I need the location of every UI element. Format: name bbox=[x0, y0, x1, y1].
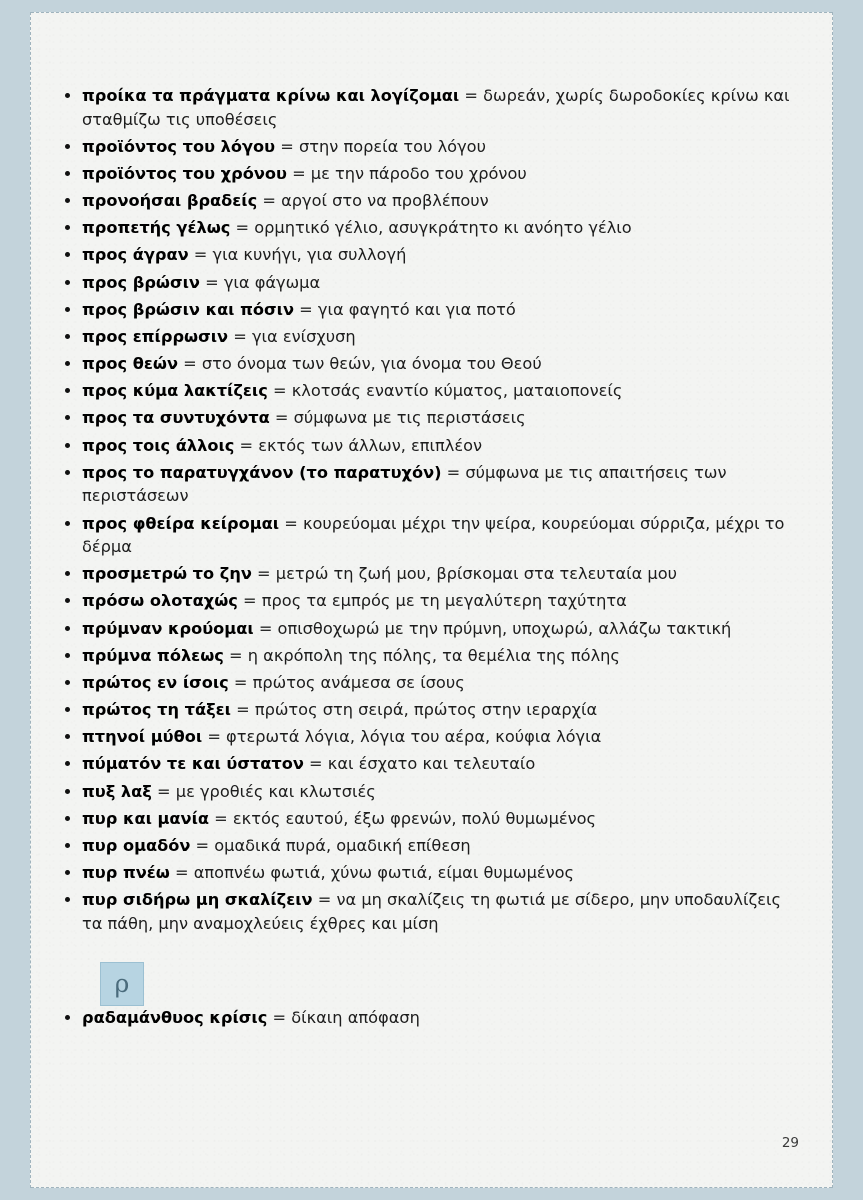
list-item bbox=[60, 780, 800, 804]
entry-term: προπετής γέλως bbox=[82, 218, 231, 238]
entry-separator: = bbox=[258, 618, 273, 638]
entry-term: πυξ λαξ bbox=[82, 781, 152, 801]
entry-term: πυρ σιδήρω μη σκαλίζειν bbox=[82, 890, 313, 910]
entry-separator: = bbox=[235, 218, 250, 238]
entry-term: προϊόντος του χρόνου bbox=[82, 163, 287, 183]
entry-gloss: για κυνήγι, για συλλογή bbox=[212, 245, 407, 265]
entry-term: προς βρώσιν και πόσιν bbox=[82, 299, 294, 319]
list-item bbox=[60, 725, 800, 749]
list-item bbox=[60, 243, 800, 267]
entry-separator: = bbox=[239, 435, 254, 455]
entry-gloss: για ενίσχυση bbox=[251, 326, 356, 346]
list-item bbox=[60, 461, 800, 508]
list-item bbox=[60, 298, 800, 322]
list-item bbox=[60, 271, 800, 295]
document-page bbox=[30, 12, 833, 1188]
list-item bbox=[60, 216, 800, 240]
entry-gloss: μετρώ τη ζωή μου, βρίσκομαι στα τελευταία μου bbox=[275, 564, 677, 584]
entry-gloss: με γροθιές και κλωτσιές bbox=[175, 781, 376, 801]
entry-term: προϊόντος του λόγου bbox=[82, 136, 276, 156]
entry-gloss: δωρεάν, χωρίς δωροδοκίες κρίνω και σταθμίζω τις υποθέσεις bbox=[82, 86, 790, 129]
entry-separator: = bbox=[292, 163, 306, 183]
list-item bbox=[60, 434, 800, 458]
entry-gloss: στην πορεία του λόγου bbox=[299, 136, 486, 156]
entry-gloss: εκτός των άλλων, επιπλέον bbox=[258, 435, 483, 455]
letter-box: ρ bbox=[100, 962, 144, 1006]
entry-term: προς κύμα λακτίζεις bbox=[82, 381, 268, 401]
entry-separator: = bbox=[446, 462, 461, 482]
list-item bbox=[60, 352, 800, 376]
entry-gloss: αργοί στο να προβλέπουν bbox=[281, 191, 489, 211]
list-item bbox=[60, 807, 800, 831]
entry-term: πρόσω ολοταχώς bbox=[82, 591, 238, 611]
entry-separator: = bbox=[157, 781, 171, 801]
entry-gloss: πρώτος στη σειρά, πρώτος στην ιεραρχία bbox=[254, 700, 598, 720]
list-item bbox=[60, 861, 800, 885]
entry-term: πυρ ομαδόν bbox=[82, 835, 191, 855]
entry-term: ραδαμάνθυος κρίσις bbox=[82, 1007, 268, 1027]
glossary-entry-list bbox=[60, 84, 800, 936]
entry-separator: = bbox=[299, 299, 313, 319]
entry-gloss: να μη σκαλίζεις τη φωτιά με σίδερο, μην υποδαυλίζεις τα πάθη, μην αναμοχλεύεις έχθρες και μίση bbox=[82, 890, 782, 933]
page-number: 29 bbox=[781, 1135, 799, 1151]
entry-separator: = bbox=[309, 754, 323, 774]
entry-term: πυρ και μανία bbox=[82, 808, 210, 828]
list-item bbox=[60, 698, 800, 722]
entry-term: πρώτος εν ίσοις bbox=[82, 672, 229, 692]
entry-separator: = bbox=[272, 1007, 287, 1027]
entry-separator: = bbox=[317, 890, 332, 910]
entry-separator: = bbox=[274, 408, 289, 428]
entry-gloss: αποπνέω φωτιά, χύνω φωτιά, είμαι θυμωμένος bbox=[193, 863, 575, 883]
list-item bbox=[60, 379, 800, 403]
list-item bbox=[60, 888, 800, 935]
entry-term: πρύμναν κρούομαι bbox=[82, 618, 254, 638]
entry-gloss: ομαδικά πυρά, ομαδική επίθεση bbox=[214, 835, 471, 855]
entry-separator: = bbox=[236, 700, 250, 720]
list-item bbox=[60, 644, 800, 668]
list-item bbox=[60, 325, 800, 349]
entry-gloss: φτερωτά λόγια, λόγια του αέρα, κούφια λόγια bbox=[226, 727, 602, 747]
entry-separator: = bbox=[207, 727, 221, 747]
entry-term: πύματόν τε και ύστατον bbox=[82, 754, 304, 774]
entry-separator: = bbox=[205, 272, 219, 292]
entry-gloss: στο όνομα των θεών, για όνομα του Θεού bbox=[201, 354, 542, 374]
entry-separator: = bbox=[183, 354, 197, 374]
entry-gloss: κλοτσάς εναντίο κύματος, ματαιοπονείς bbox=[291, 381, 623, 401]
entry-separator: = bbox=[272, 381, 287, 401]
entry-term: προς το παρατυγχάνον (το παρατυχόν) bbox=[82, 462, 442, 482]
entry-separator: = bbox=[229, 645, 243, 665]
entry-gloss: προς τα εμπρός με τη μεγαλύτερη ταχύτητα bbox=[261, 591, 627, 611]
entry-term: προς τα συντυχόντα bbox=[82, 408, 270, 428]
entry-separator: = bbox=[243, 591, 257, 611]
entry-gloss: οπισθοχωρώ με την πρύμνη, υποχωρώ, αλλάζω τακτική bbox=[277, 618, 732, 638]
list-item bbox=[60, 562, 800, 586]
page-bottom-divider bbox=[31, 1187, 832, 1188]
entry-term: προίκα τα πράγματα κρίνω και λογίζομαι bbox=[82, 86, 460, 105]
entry-separator: = bbox=[280, 136, 294, 156]
entry-gloss: ορμητικό γέλιο, ασυγκράτητο κι ανόητο γέλιο bbox=[254, 218, 632, 238]
list-item bbox=[60, 162, 800, 186]
entry-term: προς τοις άλλοις bbox=[82, 435, 235, 455]
entry-separator: = bbox=[464, 86, 478, 105]
entry-gloss: η ακρόπολη της πόλης, τα θεμέλια της πόλης bbox=[247, 645, 620, 665]
list-item bbox=[60, 617, 800, 641]
list-item bbox=[60, 834, 800, 858]
entry-term: προς φθείρα κείρομαι bbox=[82, 513, 280, 533]
entry-term: πρύμνα πόλεως bbox=[82, 645, 224, 665]
entry-gloss: εκτός εαυτού, έξω φρενών, πολύ θυμωμένος bbox=[232, 808, 597, 828]
entry-gloss: σύμφωνα με τις περιστάσεις bbox=[293, 408, 526, 428]
glossary-entry-list-rho bbox=[60, 1006, 800, 1030]
entry-term: προνοήσαι βραδείς bbox=[82, 191, 258, 211]
list-item bbox=[60, 1006, 800, 1030]
entry-separator: = bbox=[214, 808, 228, 828]
page-top-divider bbox=[31, 12, 832, 13]
entry-term: προς άγραν bbox=[82, 245, 189, 265]
list-item bbox=[60, 135, 800, 159]
entry-term: πυρ πνέω bbox=[82, 863, 170, 883]
list-item bbox=[60, 189, 800, 213]
list-item bbox=[60, 752, 800, 776]
entry-separator: = bbox=[195, 835, 210, 855]
entry-separator: = bbox=[257, 564, 271, 584]
entry-gloss: για φάγωμα bbox=[223, 272, 321, 292]
list-item bbox=[60, 406, 800, 430]
entry-gloss: και έσχατο και τελευταίο bbox=[327, 754, 536, 774]
entry-separator: = bbox=[284, 513, 298, 533]
entry-separator: = bbox=[262, 191, 276, 211]
entry-gloss: δίκαιη απόφαση bbox=[291, 1007, 420, 1027]
entry-term: προσμετρώ το ζην bbox=[82, 564, 252, 584]
entry-separator: = bbox=[175, 863, 189, 883]
list-item bbox=[60, 84, 800, 131]
entry-term: προς θεών bbox=[82, 354, 178, 374]
page-content bbox=[60, 84, 800, 1033]
letter-section-marker bbox=[100, 962, 800, 1006]
entry-term: προς επίρρωσιν bbox=[82, 326, 229, 346]
list-item bbox=[60, 512, 800, 559]
entry-gloss: πρώτος ανάμεσα σε ίσους bbox=[252, 672, 465, 692]
entry-separator: = bbox=[233, 326, 247, 346]
entry-term: πτηνοί μύθοι bbox=[82, 727, 203, 747]
entry-separator: = bbox=[193, 245, 208, 265]
list-item bbox=[60, 589, 800, 613]
list-item bbox=[60, 671, 800, 695]
entry-gloss: κουρεύομαι μέχρι την ψείρα, κουρεύομαι σύρριζα, μέχρι το δέρμα bbox=[82, 513, 785, 557]
entry-gloss: για φαγητό και για ποτό bbox=[317, 299, 516, 319]
entry-gloss: σύμφωνα με τις απαιτήσεις των περιστάσεων bbox=[82, 462, 727, 506]
entry-gloss: με την πάροδο του χρόνου bbox=[310, 163, 527, 183]
entry-term: πρώτος τη τάξει bbox=[82, 700, 231, 720]
entry-term: προς βρώσιν bbox=[82, 272, 200, 292]
entry-separator: = bbox=[233, 672, 248, 692]
